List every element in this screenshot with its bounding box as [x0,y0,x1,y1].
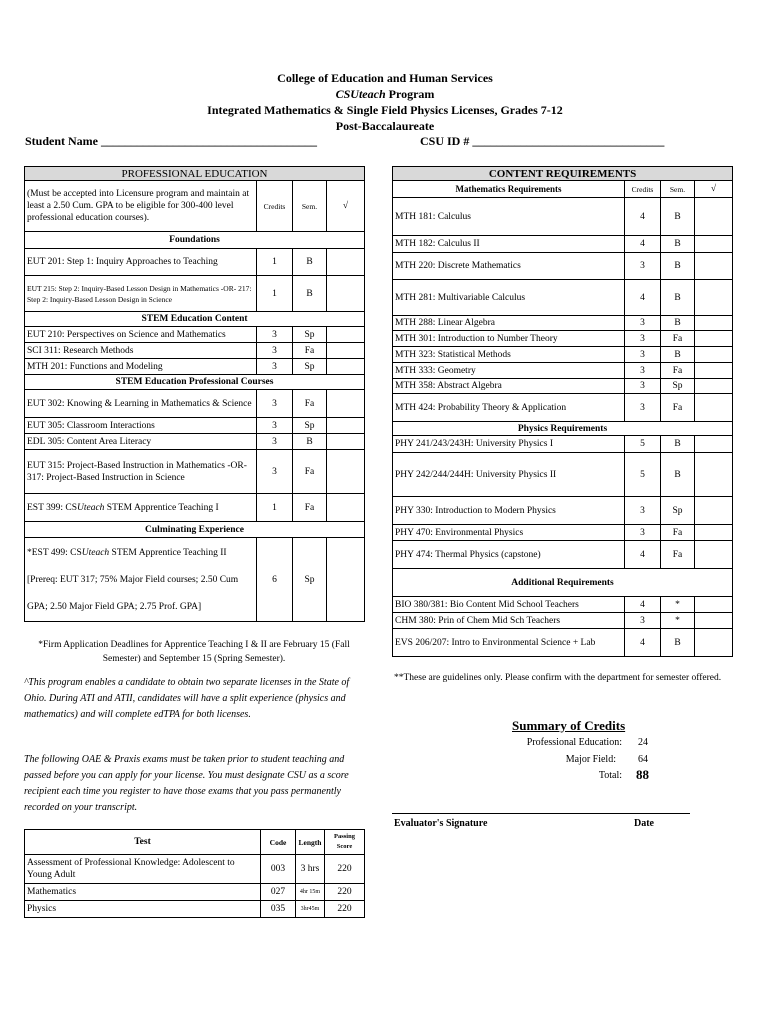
table-row [25,494,365,522]
table-row [393,436,733,453]
summary-prof-label: Professional Education: [526,737,622,748]
table-row [25,884,365,901]
course-credits: 3 [625,497,661,525]
table-row [393,379,733,394]
table-row [393,198,733,236]
table-row [25,538,365,622]
course-check[interactable] [695,525,733,541]
course-sem: B [661,453,695,497]
test-name: Mathematics [25,884,261,901]
course-check[interactable] [695,363,733,379]
summary-major-value: 64 [638,754,648,765]
course-name: MTH 181: Calculus [393,198,625,236]
course-credits: 5 [625,453,661,497]
table-row [25,418,365,434]
table-row [393,525,733,541]
course-sem: Sp [661,379,695,394]
test-code: 027 [261,884,296,901]
course-check[interactable] [695,347,733,363]
table-row [393,331,733,347]
course-sem: B [293,276,327,312]
course-sem: B [661,198,695,236]
course-sem: Sp [661,497,695,525]
summary-total-label: Total: [598,770,622,781]
course-sem: B [661,629,695,657]
course-check[interactable] [695,379,733,394]
course-credits: 4 [625,541,661,569]
course-sem: Sp [293,418,327,434]
table-row [25,450,365,494]
course-check[interactable] [695,331,733,347]
course-credits: 3 [257,418,293,434]
table-row [393,629,733,657]
course-check[interactable] [695,613,733,629]
course-sem: Fa [661,541,695,569]
math-req-header: Mathematics Requirements [393,181,625,198]
course-credits: 3 [257,343,293,359]
table-row [25,901,365,918]
professional-education-table [24,166,365,622]
course-credits: 3 [625,613,661,629]
col-sem: Sem. [293,181,327,232]
table-row [25,343,365,359]
course-name: EUT 201: Step 1: Inquiry Approaches to Teaching [25,249,257,276]
col-test: Test [25,830,261,855]
course-name: EUT 210: Perspectives on Science and Mathematics [25,327,257,343]
course-check[interactable] [695,497,733,525]
course-name: MTH 323: Statistical Methods [393,347,625,363]
course-credits: 6 [257,538,293,622]
table-row [25,276,365,312]
col-length: Length [296,830,325,855]
course-sem: Sp [293,327,327,343]
course-title: STEM Apprentice Teaching I [104,502,219,513]
course-credits: 4 [625,198,661,236]
table-row [393,613,733,629]
course-name: SCI 311: Research Methods [25,343,257,359]
table-row [25,359,365,375]
program-name-rest: Program [385,87,435,101]
summary-prof-value: 24 [638,737,648,748]
prof-ed-intro: (Must be accepted into Licensure program and maintain at least a 2.50 Cum. GPA to be eligible for 300-400 level professional education courses). [25,181,257,232]
course-credits: 3 [257,434,293,450]
course-credits: 3 [257,390,293,418]
course-check[interactable] [695,541,733,569]
table-row [25,327,365,343]
course-check[interactable] [327,434,365,450]
course-name: PHY 330: Introduction to Modern Physics [393,497,625,525]
course-check[interactable] [327,343,365,359]
course-check[interactable] [695,236,733,253]
summary-major-label: Major Field: [565,754,616,765]
course-italic: Uteach [76,502,105,513]
course-sem: * [661,597,695,613]
prof-ed-header: PROFESSIONAL EDUCATION [25,167,365,181]
date-label[interactable]: Date [634,818,654,829]
table-row [393,236,733,253]
course-name: MTH 288: Linear Algebra [393,316,625,331]
course-credits: 3 [625,331,661,347]
college-title: College of Education and Human Services [277,71,493,85]
table-row [393,363,733,379]
course-credits: 3 [257,450,293,494]
col-check: √ [327,181,365,232]
license-title: Integrated Mathematics & Single Field Physics Licenses, Grades 7-12 [207,103,563,117]
course-code: EST 399: CS [27,502,77,513]
course-credits: 4 [625,280,661,316]
course-credits: 5 [625,436,661,453]
course-name: BIO 380/381: Bio Content Mid School Teachers [393,597,625,613]
physics-req-header: Physics Requirements [393,422,733,436]
col-passing-score: Passing Score [325,830,365,855]
table-row [393,497,733,525]
program-name-italic: CSUteach [335,87,386,101]
course-check[interactable] [327,359,365,375]
col-sem: Sem. [661,181,695,198]
course-name [25,538,257,622]
course-sem: Fa [661,331,695,347]
course-sem: B [661,316,695,331]
table-row [393,347,733,363]
course-name: MTH 182: Calculus II [393,236,625,253]
exam-table [24,829,365,918]
table-row [393,597,733,613]
course-sem: B [661,253,695,280]
test-length: 4hr 15m [296,884,325,901]
table-row [393,316,733,331]
course-name: EVS 206/207: Intro to Environmental Science + Lab [393,629,625,657]
course-credits: 4 [625,597,661,613]
course-sem: Fa [293,343,327,359]
course-credits: 3 [625,363,661,379]
course-code: *EST 499: CS [27,548,82,558]
course-sem: B [661,347,695,363]
course-name: PHY 242/244/244H: University Physics II [393,453,625,497]
course-sem: Fa [293,450,327,494]
col-code: Code [261,830,296,855]
course-check[interactable] [327,494,365,522]
ohio-license-note: ^This program enables a candidate to obtain two separate licenses in the State of Ohio. During ATI and ATII, candidates will have a split experience (physics and mathematics) and will complete edTPA for both licenses. [24,677,350,720]
course-credits: 4 [625,629,661,657]
course-name: MTH 333: Geometry [393,363,625,379]
exam-requirements-note: The following OAE & Praxis exams must be taken prior to student teaching and passed before you can apply for your license. You must designate CSU as a score recipient each time you register to have those exams that you pass permanently recorded on your transcript. [24,754,349,813]
course-credits: 1 [257,494,293,522]
course-sem: * [661,613,695,629]
course-sem: Fa [293,494,327,522]
course-name [25,494,257,522]
evaluator-signature-label[interactable]: Evaluator's Signature [394,818,488,829]
test-score: 220 [325,855,365,884]
section-stem-professional: STEM Education Professional Courses [25,375,365,390]
course-name: MTH 281: Multivariable Calculus [393,280,625,316]
table-row [393,253,733,280]
level-title: Post-Baccalaureate [335,119,435,133]
course-check[interactable] [695,198,733,236]
course-check[interactable] [327,450,365,494]
course-credits: 3 [625,347,661,363]
summary-total-value: 88 [636,767,649,782]
course-check[interactable] [695,253,733,280]
additional-req-header: Additional Requirements [393,569,733,597]
course-credits: 4 [625,236,661,253]
course-credits: 3 [257,359,293,375]
test-length: 3hr45m [296,901,325,918]
course-sem: Fa [293,390,327,418]
table-row [393,394,733,422]
course-check[interactable] [695,453,733,497]
course-sem: Fa [661,394,695,422]
course-check[interactable] [327,276,365,312]
course-sem: Sp [293,359,327,375]
course-credits: 3 [625,394,661,422]
col-check: √ [695,181,733,198]
section-foundations: Foundations [25,232,365,249]
course-name: MTH 424: Probability Theory & Application [393,394,625,422]
col-credits: Credits [257,181,293,232]
test-score: 220 [325,884,365,901]
course-check[interactable] [327,327,365,343]
section-stem-content: STEM Education Content [25,312,365,327]
test-code: 003 [261,855,296,884]
course-sem: B [661,436,695,453]
course-name: EUT 305: Classroom Interactions [25,418,257,434]
table-row [25,434,365,450]
course-name: PHY 474: Thermal Physics (capstone) [393,541,625,569]
course-name: EUT 302: Knowing & Learning in Mathematics & Science [25,390,257,418]
course-check[interactable] [695,629,733,657]
firm-deadline-note: *Firm Application Deadlines for Apprentice Teaching I & II are February 15 (Fall Semester) and September 15 (Spring Semester). [38,640,350,664]
signature-line [392,813,690,814]
student-name-field[interactable]: Student Name ____________________________________ [25,134,318,148]
test-code: 035 [261,901,296,918]
course-name: EUT 315: Project-Based Instruction in Mathematics -OR- 317: Project-Based Instruction in Science [25,450,257,494]
course-credits: 1 [257,276,293,312]
course-sem: Fa [661,525,695,541]
course-credits: 3 [625,253,661,280]
content-requirements-table [392,166,733,657]
course-sem: B [293,434,327,450]
course-sem: Fa [661,363,695,379]
course-sem: B [661,236,695,253]
guidelines-note: **These are guidelines only. Please confirm with the department for semester offered. [394,673,722,683]
course-sem: B [293,249,327,276]
course-title: STEM Apprentice Teaching II [109,548,227,558]
course-check[interactable] [327,390,365,418]
table-row [393,541,733,569]
test-length: 3 hrs [296,855,325,884]
course-credits: 3 [625,316,661,331]
col-credits: Credits [625,181,661,198]
course-italic: Uteach [81,548,110,558]
test-name: Physics [25,901,261,918]
course-check[interactable] [695,436,733,453]
course-name: EDL 305: Content Area Literacy [25,434,257,450]
test-name: Assessment of Professional Knowledge: Adolescent to Young Adult [25,855,261,884]
course-check[interactable] [695,597,733,613]
table-row [25,249,365,276]
course-name: MTH 358: Abstract Algebra [393,379,625,394]
table-row [393,280,733,316]
content-req-header: CONTENT REQUIREMENTS [393,167,733,181]
program-title [0,86,770,102]
course-check[interactable] [327,538,365,622]
course-credits: 3 [257,327,293,343]
course-name: PHY 470: Environmental Physics [393,525,625,541]
table-row [25,390,365,418]
course-credits: 1 [257,249,293,276]
table-row [25,855,365,884]
section-culminating: Culminating Experience [25,522,365,538]
table-row [393,453,733,497]
course-name: EUT 215: Step 2: Inquiry-Based Lesson Design in Mathematics -OR- 217: Step 2: Inquiry-Based Lesson Design in Science [25,276,257,312]
course-credits: 3 [625,525,661,541]
test-score: 220 [325,901,365,918]
course-check[interactable] [327,249,365,276]
course-name: CHM 380: Prin of Chem Mid Sch Teachers [393,613,625,629]
course-check[interactable] [695,394,733,422]
course-name: MTH 220: Discrete Mathematics [393,253,625,280]
summary-title: Summary of Credits [512,718,626,733]
course-check[interactable] [327,418,365,434]
course-name: PHY 241/243/243H: University Physics I [393,436,625,453]
course-name: MTH 201: Functions and Modeling [25,359,257,375]
course-sem: Sp [293,538,327,622]
course-credits: 3 [625,379,661,394]
prereq-text: [Prereq: EUT 317; 75% Major Field courses; 2.50 Cum GPA; 2.50 Major Field GPA; 2.75 Prof. GPA] [27,575,239,612]
csu-id-field[interactable]: CSU ID # ________________________________ [420,134,665,148]
course-check[interactable] [695,280,733,316]
course-name: MTH 301: Introduction to Number Theory [393,331,625,347]
course-sem: B [661,280,695,316]
course-check[interactable] [695,316,733,331]
